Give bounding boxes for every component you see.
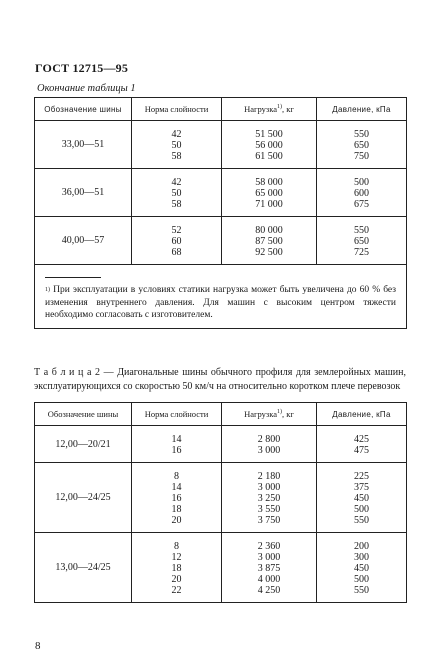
ply-value: 42 [171, 177, 182, 188]
load-values [222, 463, 317, 533]
ply-values [132, 217, 222, 265]
load-value: 71 000 [255, 199, 283, 210]
ply-value: 16 [171, 445, 182, 456]
pressure-value: 500 [354, 177, 369, 188]
t2-col-ply: Норма слойности [132, 403, 222, 426]
load-value: 2 800 [257, 434, 281, 445]
ply-value: 68 [171, 247, 182, 258]
load-values [222, 533, 317, 603]
load-values [222, 169, 317, 217]
ply-value: 12 [171, 552, 182, 563]
tire-size: 33,00—51 [35, 121, 132, 169]
table-1 [34, 97, 407, 329]
pressure-value: 300 [354, 552, 369, 563]
ply-values [132, 426, 222, 463]
table2-caption: Т а б л и ц а 2 — Диагональные шины обычного профиля для землеройных машин, эксплуатирующихся со скоростью 50 км/ч на относительно коротком плече перевозок [34, 367, 406, 392]
t2-col-pressure: Давление, кПа [317, 403, 407, 426]
pressure-value: 450 [354, 563, 369, 574]
tire-size: 12,00—20/21 [35, 426, 132, 463]
ply-values [132, 463, 222, 533]
t2-col-size: Обозначение шины [35, 403, 132, 426]
ply-values [132, 533, 222, 603]
pressure-value: 550 [354, 585, 369, 596]
tire-size: 13,00—24/25 [35, 533, 132, 603]
pressure-value: 550 [354, 515, 369, 526]
load-value: 3 000 [257, 552, 281, 563]
load-value: 56 000 [255, 140, 283, 151]
page-number: 8 [35, 640, 41, 652]
load-value: 92 500 [255, 247, 283, 258]
load-value: 3 000 [257, 445, 281, 456]
ply-value: 52 [171, 225, 182, 236]
load-values [222, 217, 317, 265]
pressure-value: 725 [354, 247, 369, 258]
load-values [222, 121, 317, 169]
t1-col-ply: Норма слойности [132, 98, 222, 121]
footnote-rule [45, 277, 101, 278]
table1-header-row [35, 98, 407, 121]
load-value: 65 000 [255, 188, 283, 199]
ply-value: 16 [171, 493, 182, 504]
pressure-value: 550 [354, 225, 369, 236]
footnote-text: При эксплуатации в условиях статики нагрузка может быть увеличена до 60 % без изменения внутреннего давления. Для машин с высоким центром тяжести необходимо согласовать с изготовителем. [45, 285, 397, 320]
pressure-value: 600 [354, 188, 369, 199]
load-value: 61 500 [255, 151, 283, 162]
table-row [35, 426, 407, 463]
table-row [35, 169, 407, 217]
t1-col-pressure: Давление, кПа [317, 98, 407, 121]
load-value: 4 250 [257, 585, 281, 596]
ply-value: 14 [171, 482, 182, 493]
ply-value: 18 [171, 563, 182, 574]
pressure-values [317, 533, 407, 603]
ply-value: 50 [171, 188, 182, 199]
pressure-values [317, 426, 407, 463]
table1-footnote [35, 265, 407, 329]
table2-header-row [35, 403, 407, 426]
ply-value: 50 [171, 140, 182, 151]
ply-value: 58 [171, 199, 182, 210]
ply-value: 22 [171, 585, 182, 596]
pressure-value: 675 [354, 199, 369, 210]
load-value: 80 000 [255, 225, 283, 236]
load-value: 4 000 [257, 574, 281, 585]
table-row [35, 533, 407, 603]
footnote-mark: 1) [45, 287, 50, 293]
ply-value: 60 [171, 236, 182, 247]
ply-values [132, 121, 222, 169]
pressure-value: 375 [354, 482, 369, 493]
load-value: 3 750 [257, 515, 281, 526]
pressure-value: 650 [354, 140, 369, 151]
document-code: ГОСТ 12715—95 [35, 61, 129, 75]
load-value: 87 500 [255, 236, 283, 247]
ply-value: 42 [171, 129, 182, 140]
pressure-value: 500 [354, 504, 369, 515]
ply-value: 8 [174, 471, 179, 482]
pressure-value: 750 [354, 151, 369, 162]
load-value: 58 000 [255, 177, 283, 188]
tire-size: 12,00—24/25 [35, 463, 132, 533]
tire-size: 40,00—57 [35, 217, 132, 265]
pressure-value: 475 [354, 445, 369, 456]
pressure-value: 650 [354, 236, 369, 247]
ply-value: 18 [171, 504, 182, 515]
load-values [222, 426, 317, 463]
pressure-values [317, 169, 407, 217]
ply-value: 20 [171, 574, 182, 585]
table1-footnote-row [35, 265, 407, 329]
pressure-value: 425 [354, 434, 369, 445]
ply-values [132, 169, 222, 217]
pressure-values [317, 217, 407, 265]
tire-size: 36,00—51 [35, 169, 132, 217]
t2-col-load: Нагрузка$^{1)}$, кг [222, 403, 317, 426]
table-row [35, 121, 407, 169]
load-value: 51 500 [255, 129, 283, 140]
t1-col-size: Обозначение шины [35, 98, 132, 121]
table-row [35, 463, 407, 533]
table1-continuation-label: Окончание таблицы 1 [37, 83, 136, 94]
pressure-value: 500 [354, 574, 369, 585]
ply-value: 58 [171, 151, 182, 162]
pressure-value: 450 [354, 493, 369, 504]
ply-value: 20 [171, 515, 182, 526]
ply-value: 14 [171, 434, 182, 445]
ply-value: 8 [174, 541, 179, 552]
load-value: 2 360 [257, 541, 281, 552]
load-value: 3 000 [257, 482, 281, 493]
table-row [35, 217, 407, 265]
load-value: 3 550 [257, 504, 281, 515]
load-value: 3 250 [257, 493, 281, 504]
t1-col-load: Нагрузка$^{1)}$, кг [222, 98, 317, 121]
pressure-value: 200 [354, 541, 369, 552]
pressure-values [317, 121, 407, 169]
pressure-values [317, 463, 407, 533]
table-2 [34, 402, 407, 603]
pressure-value: 225 [354, 471, 369, 482]
load-value: 3 875 [257, 563, 281, 574]
load-value: 2 180 [257, 471, 281, 482]
pressure-value: 550 [354, 129, 369, 140]
